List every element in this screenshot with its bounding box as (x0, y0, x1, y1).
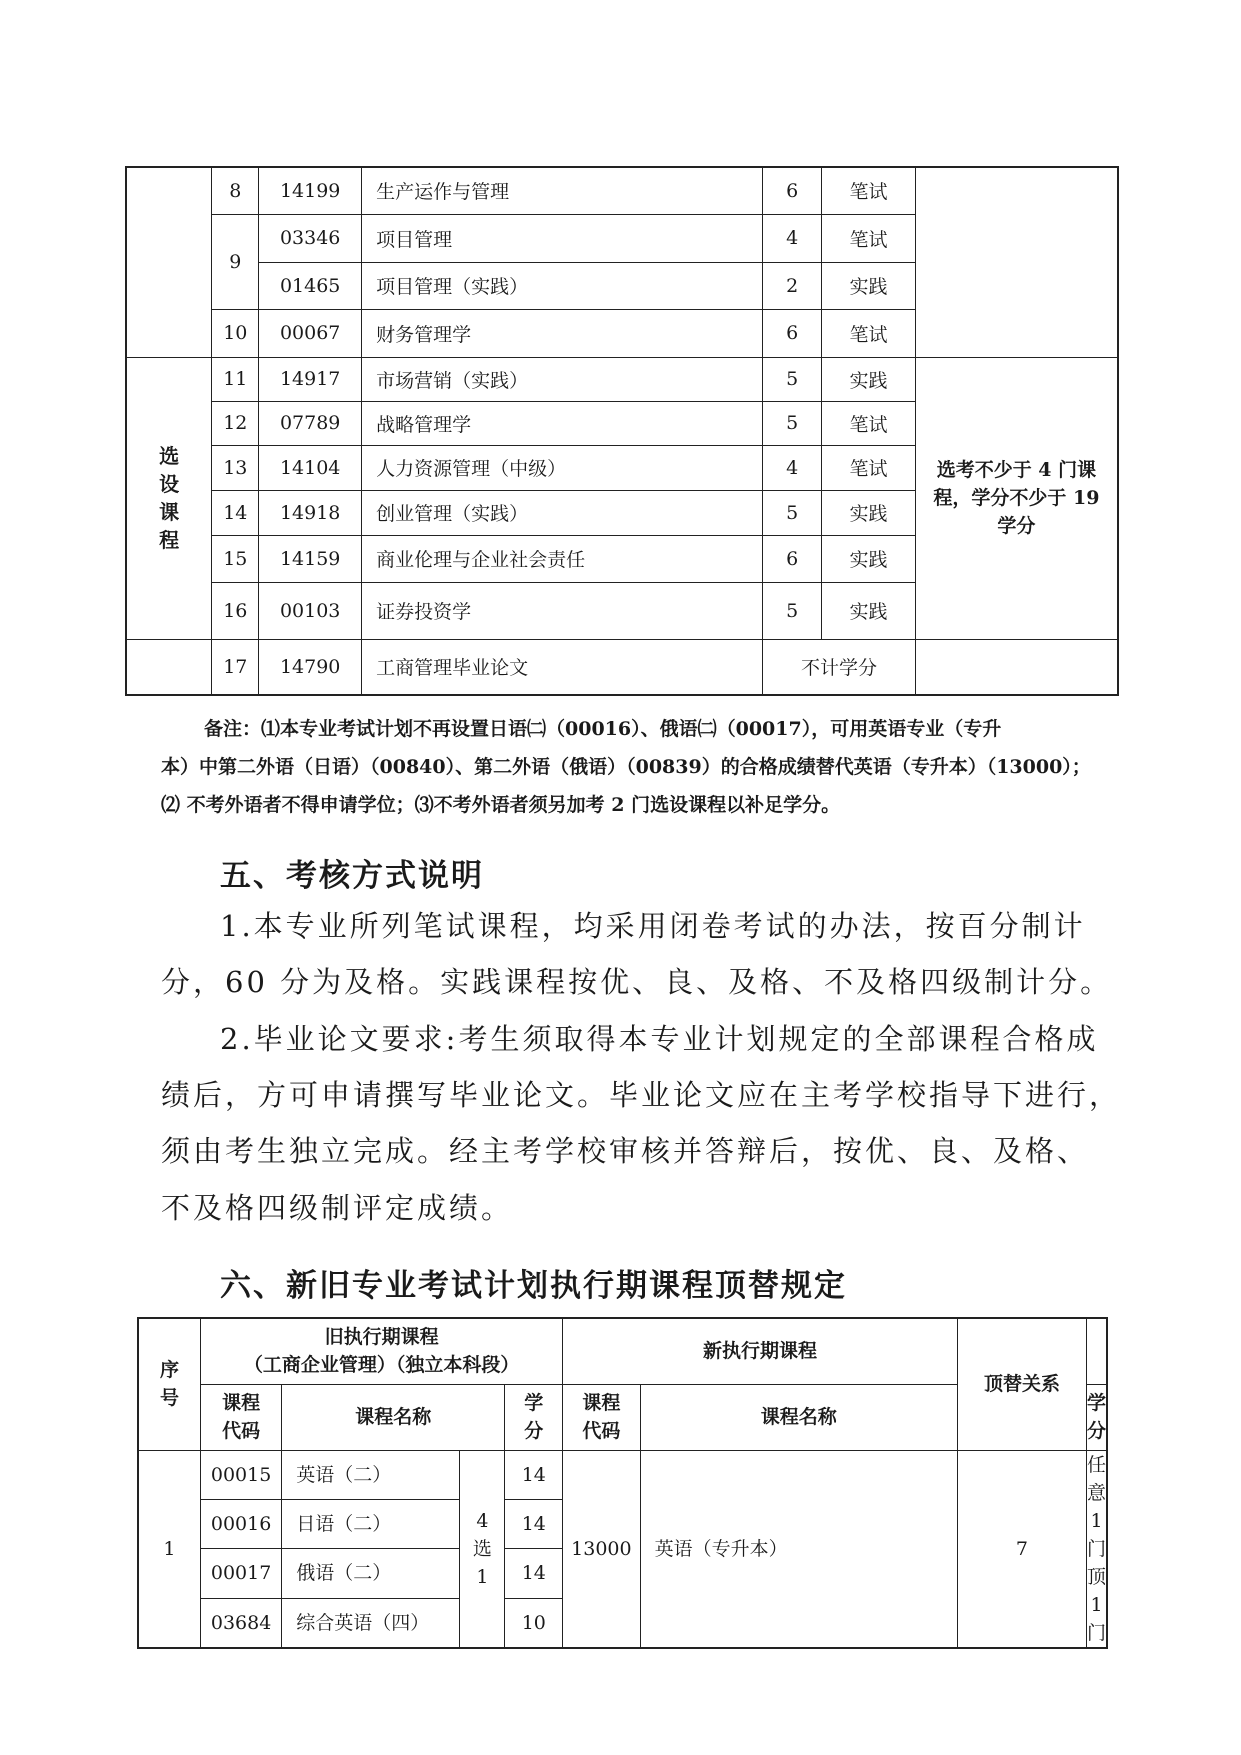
header-no (138, 1318, 200, 1450)
paragraph-line: 分，60 分为及格。实践课程按优、良、及格、不及格四级制计分。 (161, 965, 1113, 999)
paragraph-line: 2.毕业论文要求:考生须取得本专业计划规定的全部课程合格成 (220, 1022, 1099, 1056)
header-credit: 学 分 (1086, 1384, 1107, 1450)
table-row: 00017 俄语（二） 14 (138, 1549, 1107, 1598)
note-cell (915, 167, 1118, 357)
relation-cell: 任意 1 门 顶 1 门 (1086, 1450, 1107, 1648)
remark-line-2: 本）中第二外语（日语）（00840）、第二外语（俄语）（00839）的合格成绩替代英语（专升本）（13000）； (161, 756, 1091, 778)
course-plan-table (125, 166, 1119, 696)
header-relation: 顶替关系 (957, 1318, 1086, 1450)
header-old: 旧执行期课程 （工商企业管理）（独立本科段） (200, 1318, 562, 1384)
paragraph-line: 不及格四级制评定成绩。 (161, 1191, 514, 1225)
category-elective (126, 357, 212, 639)
header-no-label: 序 号 (159, 1359, 179, 1410)
table-row: 17 14790 工商管理毕业论文 不计学分 (126, 639, 1118, 695)
table-row: 03684 综合英语（四） 10 (138, 1598, 1107, 1647)
table-row: 1 00015 英语（二） 4 选 1 14 13000 英语（专升本） 7 任意 1 门 顶 1 门 (138, 1450, 1107, 1499)
table-row: 12 07789 战略管理学 5 笔试 (126, 401, 1118, 445)
paragraph-line: 1.本专业所列笔试课程，均采用闭卷考试的办法，按百分制计 (220, 909, 1086, 943)
table-row: 8 14199 生产运作与管理 6 笔试 (126, 167, 1118, 214)
remark-line-1: 备注：⑴本专业考试计划不再设置日语㈡（00016）、俄语㈡（00017），可用英语专业（专升 (204, 718, 1002, 740)
header-new: 新执行期课程 (563, 1318, 958, 1384)
table-row: 16 00103 证券投资学 5 实践 (126, 582, 1118, 639)
paragraph-line: 须由考生独立完成。经主考学校审核并答辩后，按优、良、及格、 (161, 1134, 1090, 1168)
table-row: 15 14159 商业伦理与企业社会责任 6 实践 (126, 535, 1118, 582)
table-row: 9 03346 项目管理 4 笔试 (126, 214, 1118, 262)
replacement-table (137, 1317, 1108, 1649)
header-name: 课程名称 (282, 1384, 505, 1450)
table-row: 00016 日语（二） 14 (138, 1499, 1107, 1548)
section-heading-5: 五、考核方式说明 (220, 858, 484, 894)
header-name: 课程名称 (640, 1384, 957, 1450)
table-row: 13 14104 人力资源管理（中级） 4 笔试 (126, 445, 1118, 490)
header-code: 课程 代码 (563, 1384, 640, 1450)
table-row: 01465 项目管理（实践） 2 实践 (126, 262, 1118, 309)
table-row: 14 14918 创业管理（实践） 5 实践 (126, 490, 1118, 535)
elective-note: 选考不少于 4 门课程，学分不少于 19 学分 (915, 357, 1118, 639)
table-row: 选 设 课 程 11 14917 市场营销（实践） 5 实践 选考不少于 4 门课程，学分不少于 19 学分 (126, 357, 1118, 401)
choose-cell: 4 选 1 (460, 1450, 505, 1648)
header-code: 课程 代码 (200, 1384, 281, 1450)
remark-line-3: ⑵ 不考外语者不得申请学位；⑶不考外语者须另加考 2 门选设课程以补足学分。 (161, 794, 841, 816)
category-elective-label: 选 设 课 程 (159, 444, 180, 552)
paragraph-line: 绩后，方可申请撰写毕业论文。毕业论文应在主考学校指导下进行， (161, 1078, 1122, 1112)
table-header-row (138, 1318, 1107, 1384)
category-cell (126, 167, 212, 357)
table-row: 10 00067 财务管理学 6 笔试 (126, 309, 1118, 357)
section-heading-6: 六、新旧专业考试计划执行期课程顶替规定 (220, 1268, 847, 1304)
header-credit: 学 分 (505, 1384, 563, 1450)
